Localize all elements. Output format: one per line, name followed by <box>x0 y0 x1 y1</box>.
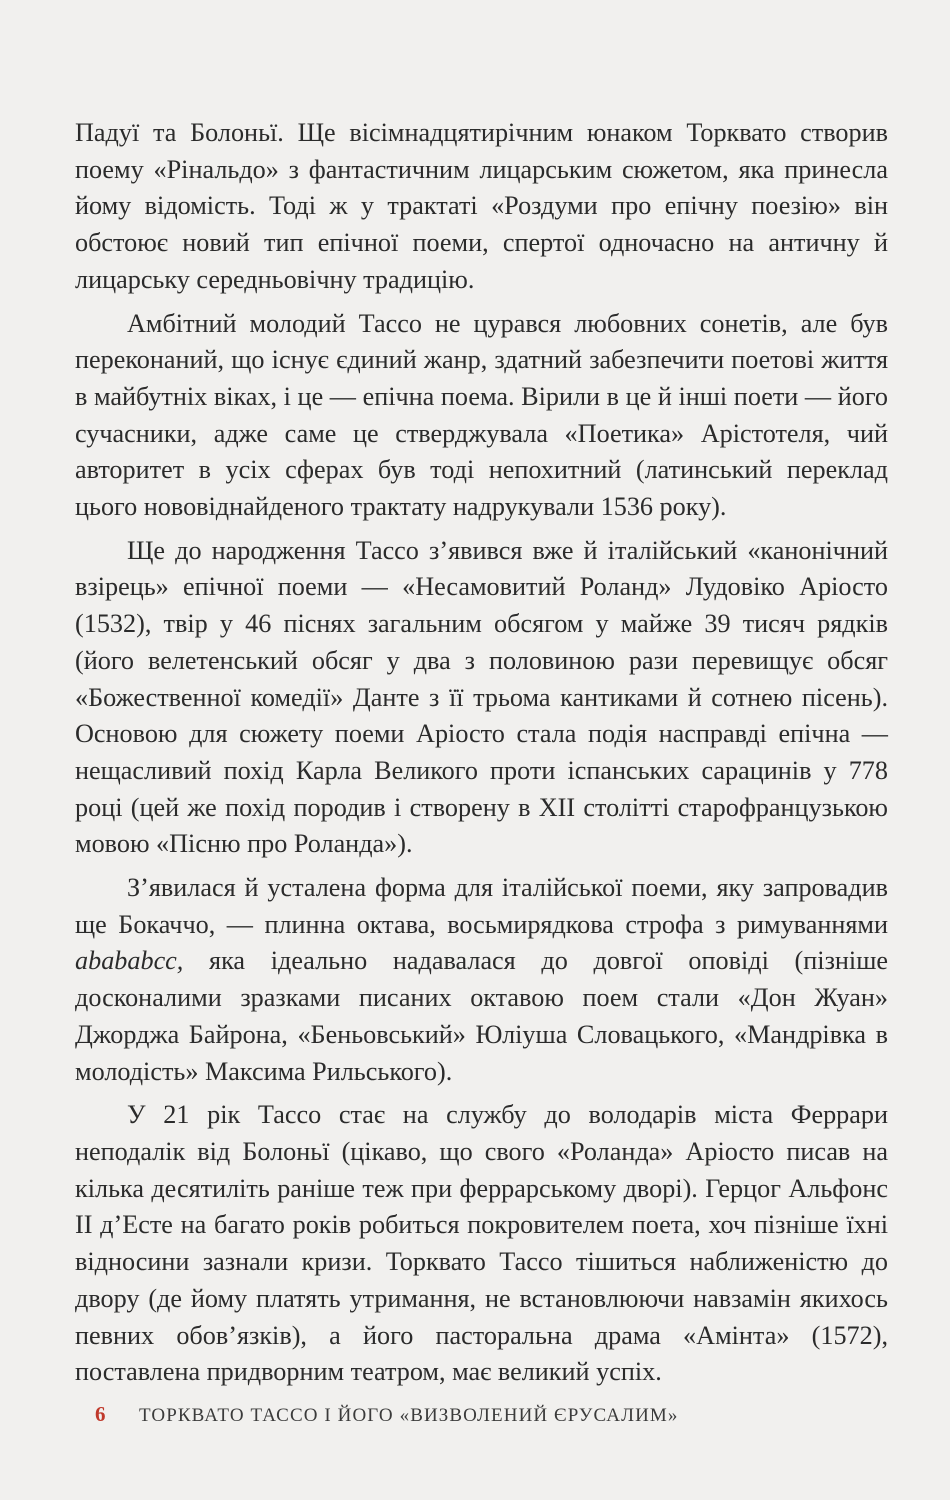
paragraph-4-start: З’явилася й усталена форма для італійської поеми, яку запровадив ще Бокаччо, — плинна октава, восьмирядкова строфа з римуваннями <box>75 873 888 939</box>
paragraph-3: Ще до народження Тассо з’явився вже й італійський «канонічний взірець» епічної поеми — «Несамовитий Роланд» Лудовіко Аріосто (1532), твір у 46 піснях загальним обсягом у майже 39 тисяч рядків (його велетенський обсяг у два з половиною рази перевищує обсяг «Божественної комедії» Данте з її трьома кантиками й сотнею пісень). Основою для сюжету поеми Аріосто стала подія насправді епічна — нещасливий похід Карла Великого проти іспанських сарацинів у 778 році (цей же похід породив і створену в XII столітті старофранцузькою мовою «Пісню про Роланда»). <box>75 535 888 859</box>
paragraph-4 <box>75 870 888 1090</box>
paragraph-2: Амбітний молодий Тассо не цурався любовних сонетів, але був переконаний, що існує єдиний жанр, здатний забезпечити поетові життя в майбутніх віках, і це — епічна поема. Вірили в це й інші поети — його сучасники, адже саме це стверджувала «Поетика» Арістотеля, чий авторитет в усіх сферах був тоді непохитний (латинський переклад цього нововіднайденого трактату надрукували 1536 року). <box>75 308 888 522</box>
paragraph-4-end: яка ідеально надавалася до довгої оповіді (пізніше досконалими зразками писаних октавою поем стали «Дон Жуан» Джорджа Байрона, «Беньовський» Юліуша Словацького, «Мандрівка в молодість» Максима Рильського). <box>75 946 888 1086</box>
page-number: 6 <box>95 1402 107 1426</box>
page-body <box>75 115 888 1391</box>
paragraph-5: У 21 рік Тассо стає на службу до володарів міста Феррари неподалік від Болоньї (цікаво, що свого «Роланда» Аріосто писав на кілька десятиліть раніше теж при феррарському дворі). Герцог Альфонс II д’Есте на багато років робиться покровителем поета, хоч пізніше їхні відносини зазнали кризи. Торквато Тассо тішиться наближеністю до двору (де йому платять утримання, не встановлюючи навзамін якихось певних обов’язків), а його пасторальна драма «Амінта» (1572), поставлена придворним театром, має великий успіх. <box>75 1100 888 1387</box>
running-title: ТОРКВАТО ТАССО І ЙОГО «ВИЗВОЛЕНИЙ ЄРУСАЛИМ» <box>138 1405 679 1426</box>
page-footer <box>95 1402 855 1427</box>
paragraph-1: Падуї та Болоньї. Ще вісімнадцятирічним юнаком Торквато створив поему «Рінальдо» з фантастичним лицарським сюжетом, яка принесла йому відомість. Тоді ж у трактаті «Роздуми про епічну поезію» він обстоює новий тип епічної поеми, спертої одночасно на античну й лицарську середньовічну традицію. <box>75 118 888 294</box>
rhyme-scheme: abababcc, <box>75 946 184 976</box>
